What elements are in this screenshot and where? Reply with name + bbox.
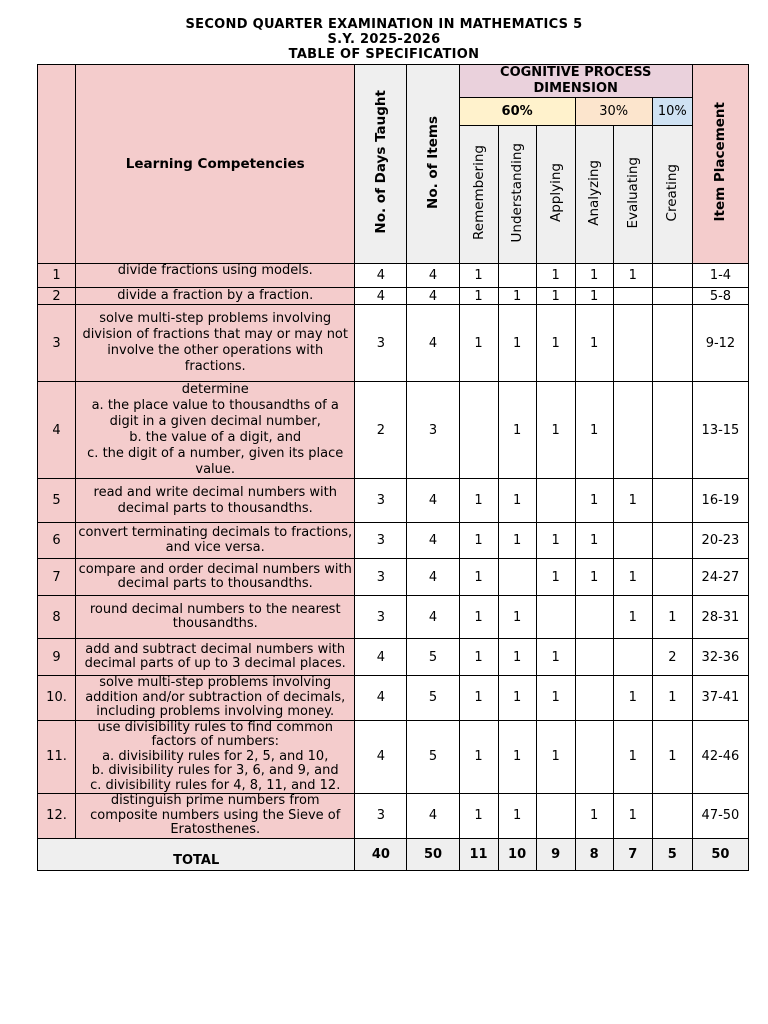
creating-cell	[652, 288, 692, 305]
days-taught-cell: 3	[355, 794, 407, 839]
creating-cell	[652, 559, 692, 596]
analyzing-cell	[575, 676, 613, 721]
pct-60-label: 60%	[501, 104, 533, 119]
total-days-taught: 40	[355, 838, 407, 870]
analyzing-cell: 1	[575, 288, 613, 305]
cognitive-process-label: COGNITIVE PROCESS DIMENSION	[500, 65, 652, 96]
header-10-percent	[652, 98, 692, 126]
total-analyzing: 8	[575, 838, 613, 870]
no-of-items-cell: 4	[407, 264, 459, 288]
applying-cell: 1	[536, 305, 575, 382]
analyzing-label: Analyzing	[586, 159, 603, 226]
evaluating-cell	[613, 305, 652, 382]
table-row	[38, 523, 749, 559]
total-remembering: 11	[459, 838, 498, 870]
no-of-items-cell: 4	[407, 523, 459, 559]
days-taught-cell: 3	[355, 596, 407, 639]
creating-cell	[652, 479, 692, 523]
item-placement-cell: 1-4	[692, 264, 748, 288]
total-understanding: 10	[498, 838, 536, 870]
remembering-cell: 1	[459, 305, 498, 382]
applying-cell: 1	[536, 382, 575, 479]
remembering-cell: 1	[459, 794, 498, 839]
item-placement-cell: 16-19	[692, 479, 748, 523]
row-number: 9	[38, 639, 76, 676]
row-number: 6	[38, 523, 76, 559]
item-placement-cell: 32-36	[692, 639, 748, 676]
days-taught-cell: 3	[355, 479, 407, 523]
days-taught-cell: 4	[355, 264, 407, 288]
header-creating	[652, 126, 692, 264]
learning-competency: read and write decimal numbers with decimal parts to thousandths.	[76, 479, 355, 523]
creating-cell	[652, 794, 692, 839]
remembering-cell: 1	[459, 559, 498, 596]
total-no-of-items: 50	[407, 838, 459, 870]
evaluating-cell	[613, 382, 652, 479]
row-number: 10.	[38, 676, 76, 721]
evaluating-cell	[613, 523, 652, 559]
remembering-cell: 1	[459, 264, 498, 288]
applying-cell	[536, 479, 575, 523]
pct-30-label: 30%	[599, 104, 629, 119]
row-number: 3	[38, 305, 76, 382]
remembering-cell: 1	[459, 720, 498, 794]
understanding-cell: 1	[498, 794, 536, 839]
evaluating-cell: 1	[613, 596, 652, 639]
understanding-cell: 1	[498, 676, 536, 721]
no-of-items-cell: 4	[407, 794, 459, 839]
header-applying	[536, 126, 575, 264]
understanding-cell: 1	[498, 479, 536, 523]
doc-subtitle: TABLE OF SPECIFICATION	[288, 47, 480, 62]
learning-competency: compare and order decimal numbers with decimal parts to thousandths.	[76, 559, 355, 596]
understanding-cell: 1	[498, 639, 536, 676]
school-year: S.Y. 2025-2026	[327, 32, 441, 47]
evaluating-cell: 1	[613, 794, 652, 839]
applying-cell: 1	[536, 523, 575, 559]
row-number: 11.	[38, 720, 76, 794]
learning-competency: add and subtract decimal numbers with decimal parts of up to 3 decimal places.	[76, 639, 355, 676]
evaluating-cell	[613, 288, 652, 305]
applying-cell: 1	[536, 720, 575, 794]
table-row	[38, 382, 749, 479]
table-row	[38, 639, 749, 676]
row-number: 8	[38, 596, 76, 639]
applying-cell	[536, 794, 575, 839]
item-placement-cell: 13-15	[692, 382, 748, 479]
remembering-cell: 1	[459, 523, 498, 559]
days-taught-cell: 3	[355, 559, 407, 596]
remembering-cell: 1	[459, 639, 498, 676]
item-placement-cell: 9-12	[692, 305, 748, 382]
header-cognitive-process-dimension	[459, 65, 692, 98]
evaluating-cell: 1	[613, 720, 652, 794]
analyzing-cell	[575, 639, 613, 676]
creating-cell	[652, 523, 692, 559]
total-label: TOTAL	[38, 838, 355, 870]
analyzing-cell: 1	[575, 382, 613, 479]
no-of-items-label: No. of Items	[425, 115, 441, 209]
learning-competency: solve multi-step problems involving division of fractions that may or may not involve the other operations with fractions.	[76, 305, 355, 382]
remembering-cell: 1	[459, 676, 498, 721]
understanding-cell	[498, 264, 536, 288]
remembering-label: Remembering	[470, 145, 487, 240]
table-row	[38, 264, 749, 288]
analyzing-cell: 1	[575, 264, 613, 288]
total-row	[38, 838, 749, 870]
no-of-items-cell: 4	[407, 559, 459, 596]
evaluating-cell: 1	[613, 559, 652, 596]
remembering-cell: 1	[459, 596, 498, 639]
evaluating-cell	[613, 639, 652, 676]
row-number: 12.	[38, 794, 76, 839]
header-days-taught	[355, 65, 407, 264]
applying-cell: 1	[536, 559, 575, 596]
item-placement-cell: 20-23	[692, 523, 748, 559]
understanding-cell: 1	[498, 382, 536, 479]
applying-cell	[536, 596, 575, 639]
header-evaluating	[613, 126, 652, 264]
learning-competency: convert terminating decimals to fractions, and vice versa.	[76, 523, 355, 559]
remembering-cell: 1	[459, 479, 498, 523]
row-number: 1	[38, 264, 76, 288]
table-row	[38, 720, 749, 794]
analyzing-cell	[575, 720, 613, 794]
creating-cell: 2	[652, 639, 692, 676]
header-30-percent	[575, 98, 652, 126]
table-row	[38, 305, 749, 382]
days-taught-cell: 3	[355, 523, 407, 559]
no-of-items-cell: 4	[407, 596, 459, 639]
remembering-cell: 1	[459, 288, 498, 305]
pct-10-label: 10%	[657, 104, 687, 119]
item-placement-cell: 47-50	[692, 794, 748, 839]
no-of-items-cell: 5	[407, 676, 459, 721]
evaluating-label: Evaluating	[624, 156, 641, 229]
table-row	[38, 676, 749, 721]
table-row	[38, 479, 749, 523]
no-of-items-cell: 4	[407, 479, 459, 523]
analyzing-cell: 1	[575, 479, 613, 523]
understanding-cell	[498, 559, 536, 596]
header-learning-competencies	[76, 65, 355, 264]
learning-competency: use divisibility rules to find common factors of numbers: a. divisibility rules for 2, 5, and 10, b. divisibility rules for 3, 6, and 9, and c. divisibility rules for 4, 8, 11, and 12.	[76, 720, 355, 794]
row-number: 7	[38, 559, 76, 596]
no-of-items-cell: 4	[407, 288, 459, 305]
header-number-cell	[38, 65, 76, 264]
creating-cell: 1	[652, 676, 692, 721]
applying-cell: 1	[536, 288, 575, 305]
learning-competency: round decimal numbers to the nearest thousandths.	[76, 596, 355, 639]
learning-competency: solve multi-step problems involving addition and/or subtraction of decimals, including problems involving money.	[76, 676, 355, 721]
no-of-items-cell: 4	[407, 305, 459, 382]
table-row	[38, 559, 749, 596]
creating-cell	[652, 305, 692, 382]
creating-cell	[652, 264, 692, 288]
item-placement-cell: 42-46	[692, 720, 748, 794]
applying-cell: 1	[536, 264, 575, 288]
header-analyzing	[575, 126, 613, 264]
total-creating: 5	[652, 838, 692, 870]
row-number: 2	[38, 288, 76, 305]
item-placement-cell: 28-31	[692, 596, 748, 639]
understanding-cell: 1	[498, 596, 536, 639]
header-no-of-items	[407, 65, 459, 264]
learning-competencies-label: Learning Competencies	[125, 156, 305, 172]
evaluating-cell: 1	[613, 479, 652, 523]
analyzing-cell: 1	[575, 523, 613, 559]
understanding-cell: 1	[498, 523, 536, 559]
doc-title: SECOND QUARTER EXAMINATION IN MATHEMATICS 5	[185, 17, 583, 32]
header-row-1	[38, 65, 749, 98]
days-taught-cell: 4	[355, 676, 407, 721]
no-of-items-cell: 5	[407, 720, 459, 794]
understanding-label: Understanding	[509, 142, 526, 243]
learning-competency: divide fractions using models.	[76, 264, 355, 288]
remembering-cell	[459, 382, 498, 479]
no-of-items-cell: 3	[407, 382, 459, 479]
row-number: 5	[38, 479, 76, 523]
header-remembering	[459, 126, 498, 264]
header-60-percent	[459, 98, 575, 126]
understanding-cell: 1	[498, 720, 536, 794]
analyzing-cell: 1	[575, 305, 613, 382]
applying-label: Applying	[547, 163, 564, 222]
learning-competency: determine a. the place value to thousandths of a digit in a given decimal number, b. the value of a digit, and c. the digit of a number, given its place value.	[76, 382, 355, 479]
days-taught-cell: 4	[355, 639, 407, 676]
table-row	[38, 288, 749, 305]
creating-cell: 1	[652, 720, 692, 794]
table-row	[38, 596, 749, 639]
understanding-cell: 1	[498, 305, 536, 382]
evaluating-cell: 1	[613, 264, 652, 288]
learning-competency: distinguish prime numbers from composite numbers using the Sieve of Eratosthenes.	[76, 794, 355, 839]
specification-table	[37, 64, 749, 871]
total-item-placement: 50	[692, 838, 748, 870]
analyzing-cell: 1	[575, 794, 613, 839]
evaluating-cell: 1	[613, 676, 652, 721]
header-item-placement	[692, 65, 748, 264]
days-taught-cell: 4	[355, 720, 407, 794]
understanding-cell: 1	[498, 288, 536, 305]
days-taught-cell: 3	[355, 305, 407, 382]
analyzing-cell	[575, 596, 613, 639]
total-evaluating: 7	[613, 838, 652, 870]
applying-cell: 1	[536, 639, 575, 676]
no-of-items-cell: 5	[407, 639, 459, 676]
creating-label: Creating	[664, 163, 681, 222]
days-taught-label: No. of Days Taught	[372, 90, 389, 234]
total-applying: 9	[536, 838, 575, 870]
applying-cell: 1	[536, 676, 575, 721]
header-understanding	[498, 126, 536, 264]
creating-cell: 1	[652, 596, 692, 639]
days-taught-cell: 2	[355, 382, 407, 479]
creating-cell	[652, 382, 692, 479]
item-placement-cell: 37-41	[692, 676, 748, 721]
item-placement-label: Item Placement	[712, 102, 729, 222]
row-number: 4	[38, 382, 76, 479]
learning-competency: divide a fraction by a fraction.	[76, 288, 355, 305]
days-taught-cell: 4	[355, 288, 407, 305]
analyzing-cell: 1	[575, 559, 613, 596]
item-placement-cell: 24-27	[692, 559, 748, 596]
table-row	[38, 794, 749, 839]
item-placement-cell: 5-8	[692, 288, 748, 305]
